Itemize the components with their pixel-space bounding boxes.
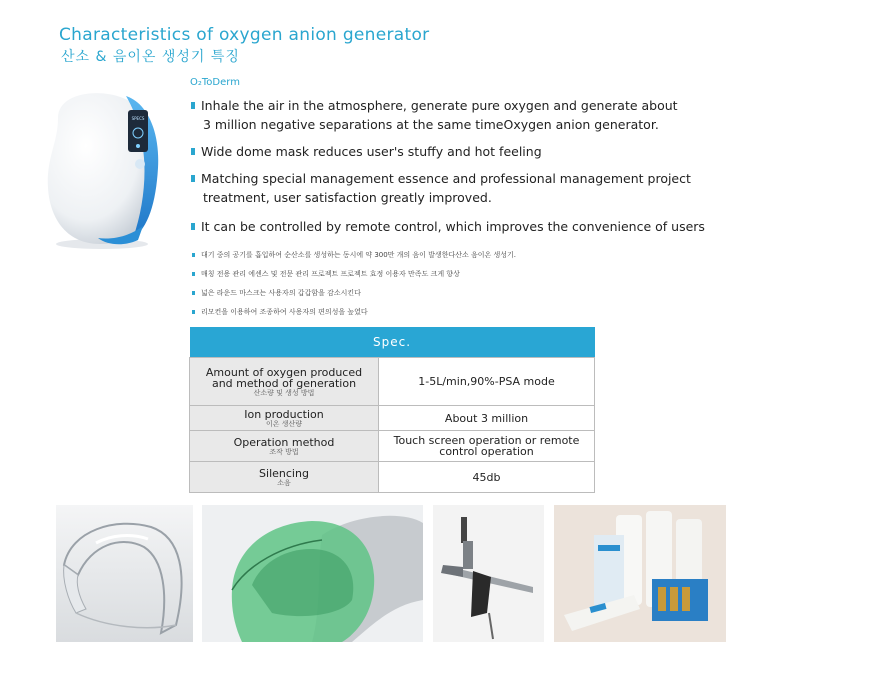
mask-on-user-render-image [202,505,423,642]
feature-item: It can be controlled by remote control, which improves the convenience of users [190,217,750,236]
page-subtitle-korean: 산소 & 음이온 생성기 특징 [61,49,240,65]
spec-value: About 3 million [379,406,595,431]
feature-list-english [190,96,750,236]
product-set-image [554,505,726,642]
feature-item-korean: 대기 중의 공기를 흡입하여 순산소를 생성하는 동시에 약 300만 개의 음이 발생한다산소 음이온 생성기. [190,250,690,260]
spec-row [190,462,595,493]
spec-value: Touch screen operation or remote control operation [379,431,595,462]
page-title: Characteristics of oxygen anion generator [59,25,430,45]
spec-label: Operation method 조작 방법 [190,431,379,462]
feature-list-korean [190,250,690,326]
oxygen-generator-device-image [38,88,168,250]
dome-mask-image [56,505,193,642]
feature-item-korean: 매칭 전용 관리 에센스 및 전문 관리 프로젝트 프로젝트 효정 이용자 만족도 크게 향상 [190,269,690,279]
brand-label: O₂ToDerm [190,77,240,88]
device-screen-text: SPECS [131,116,145,121]
spec-value: 1-5L/min,90%-PSA mode [379,358,595,406]
spec-label: Amount of oxygen produced and method of generation 산소량 및 생성 방법 [190,358,379,406]
feature-item: Inhale the air in the atmosphere, generate pure oxygen and generate about 3 million negative separations at the same timeOxygen anion generator. [190,96,750,134]
airbrush-image [433,505,544,642]
feature-item-korean: 넓은 라운드 마스크는 사용자의 갑갑함을 감소시킨다 [190,288,690,298]
spec-row [190,431,595,462]
feature-item: Matching special management essence and professional management project treatment, user satisfaction greatly improved. [190,169,750,207]
spec-label: Silencing 소음 [190,462,379,493]
spec-row [190,406,595,431]
spec-table [189,327,595,493]
spec-row [190,358,595,406]
feature-item: Wide dome mask reduces user's stuffy and hot feeling [190,142,750,161]
spec-label: Ion production 이온 생산량 [190,406,379,431]
spec-value: 45db [379,462,595,493]
feature-item-korean: 리모컨을 이용하여 조종하여 사용자의 편의성을 높였다 [190,307,690,317]
spec-header: Spec. [190,327,595,358]
